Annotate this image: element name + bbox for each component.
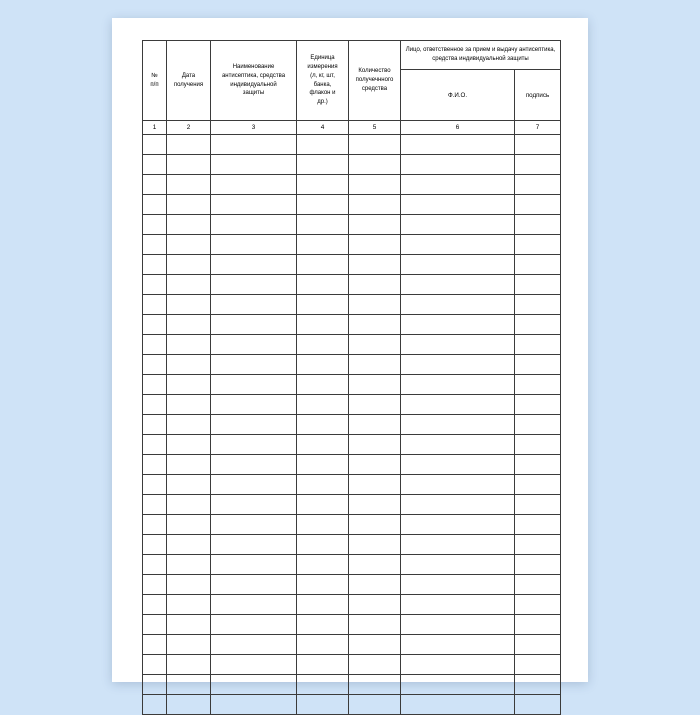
header-line: п/п	[150, 81, 159, 88]
table-cell-sign[interactable]	[515, 315, 561, 335]
table-row[interactable]	[143, 675, 561, 695]
table-cell-name[interactable]	[211, 215, 297, 235]
table-cell-fio[interactable]	[401, 155, 515, 175]
table-cell-date[interactable]	[167, 135, 211, 155]
table-cell-fio[interactable]	[401, 655, 515, 675]
table-cell-date[interactable]	[167, 615, 211, 635]
header-line: получечнного	[355, 77, 394, 84]
table-cell-date[interactable]	[167, 215, 211, 235]
table-cell-name[interactable]	[211, 295, 297, 315]
table-cell-num[interactable]	[143, 195, 167, 215]
table-cell-date[interactable]	[167, 275, 211, 295]
table-cell-qty[interactable]	[349, 355, 401, 375]
header-line: средства	[361, 85, 388, 92]
table-cell-qty[interactable]	[349, 455, 401, 475]
table-cell-unit[interactable]	[297, 335, 349, 355]
table-cell-qty[interactable]	[349, 415, 401, 435]
table-cell-sign[interactable]	[515, 475, 561, 495]
document-sheet	[142, 40, 560, 653]
table-cell-qty[interactable]	[349, 595, 401, 615]
table-cell-qty[interactable]	[349, 435, 401, 455]
table-row[interactable]	[143, 235, 561, 255]
table-cell-unit[interactable]	[297, 495, 349, 515]
table-cell-qty[interactable]	[349, 275, 401, 295]
column-number: 3	[211, 121, 297, 135]
header-line: №	[151, 72, 158, 79]
table-row[interactable]	[143, 175, 561, 195]
table-cell-unit[interactable]	[297, 195, 349, 215]
table-header-row	[143, 41, 561, 70]
table-cell-unit[interactable]	[297, 435, 349, 455]
table-row[interactable]	[143, 195, 561, 215]
column-number: 6	[401, 121, 515, 135]
table-cell-unit[interactable]	[297, 475, 349, 495]
table-cell-unit[interactable]	[297, 515, 349, 535]
table-cell-sign[interactable]	[515, 135, 561, 155]
header-line: (л, кг, шт,	[310, 72, 335, 79]
table-row[interactable]	[143, 315, 561, 335]
table-cell-name[interactable]	[211, 475, 297, 495]
table-cell-name[interactable]	[211, 595, 297, 615]
table-row[interactable]	[143, 615, 561, 635]
table-cell-fio[interactable]	[401, 295, 515, 315]
table-cell-num[interactable]	[143, 275, 167, 295]
table-row[interactable]	[143, 455, 561, 475]
table-cell-date[interactable]	[167, 455, 211, 475]
table-row[interactable]	[143, 155, 561, 175]
table-cell-unit[interactable]	[297, 455, 349, 475]
table-cell-num[interactable]	[143, 575, 167, 595]
table-row[interactable]	[143, 335, 561, 355]
table-cell-qty[interactable]	[349, 295, 401, 315]
table-cell-fio[interactable]	[401, 455, 515, 475]
table-cell-name[interactable]	[211, 355, 297, 375]
table-cell-fio[interactable]	[401, 235, 515, 255]
table-cell-sign[interactable]	[515, 295, 561, 315]
header-line: флакон и	[309, 90, 336, 97]
table-cell-sign[interactable]	[515, 695, 561, 715]
table-cell-num[interactable]	[143, 215, 167, 235]
table-cell-date[interactable]	[167, 695, 211, 715]
table-cell-name[interactable]	[211, 615, 297, 635]
table-cell-fio[interactable]	[401, 275, 515, 295]
table-cell-fio[interactable]	[401, 615, 515, 635]
table-cell-unit[interactable]	[297, 595, 349, 615]
table-cell-sign[interactable]	[515, 195, 561, 215]
table-row[interactable]	[143, 435, 561, 455]
table-cell-date[interactable]	[167, 195, 211, 215]
table-cell-name[interactable]	[211, 495, 297, 515]
table-cell-fio[interactable]	[401, 475, 515, 495]
table-cell-date[interactable]	[167, 335, 211, 355]
table-cell-sign[interactable]	[515, 155, 561, 175]
table-cell-sign[interactable]	[515, 555, 561, 575]
table-row[interactable]	[143, 135, 561, 155]
table-cell-name[interactable]	[211, 135, 297, 155]
table-cell-name[interactable]	[211, 375, 297, 395]
table-cell-num[interactable]	[143, 615, 167, 635]
table-cell-sign[interactable]	[515, 535, 561, 555]
table-cell-unit[interactable]	[297, 395, 349, 415]
table-cell-fio[interactable]	[401, 395, 515, 415]
table-cell-num[interactable]	[143, 495, 167, 515]
table-cell-fio[interactable]	[401, 335, 515, 355]
table-cell-date[interactable]	[167, 175, 211, 195]
table-cell-date[interactable]	[167, 375, 211, 395]
table-cell-qty[interactable]	[349, 555, 401, 575]
table-row[interactable]	[143, 475, 561, 495]
table-cell-sign[interactable]	[515, 275, 561, 295]
table-cell-sign[interactable]	[515, 235, 561, 255]
table-cell-name[interactable]	[211, 315, 297, 335]
table-cell-name[interactable]	[211, 695, 297, 715]
table-cell-num[interactable]	[143, 235, 167, 255]
table-cell-sign[interactable]	[515, 495, 561, 515]
table-cell-sign[interactable]	[515, 435, 561, 455]
column-header-signature: подпись	[515, 70, 561, 121]
table-cell-sign[interactable]	[515, 575, 561, 595]
table-cell-qty[interactable]	[349, 255, 401, 275]
header-line: др.)	[317, 98, 328, 105]
table-row[interactable]	[143, 415, 561, 435]
table-cell-date[interactable]	[167, 555, 211, 575]
table-cell-date[interactable]	[167, 255, 211, 275]
table-cell-qty[interactable]	[349, 235, 401, 255]
table-cell-unit[interactable]	[297, 655, 349, 675]
table-cell-qty[interactable]	[349, 335, 401, 355]
table-cell-num[interactable]	[143, 535, 167, 555]
table-cell-date[interactable]	[167, 475, 211, 495]
table-cell-unit[interactable]	[297, 315, 349, 335]
table-cell-unit[interactable]	[297, 615, 349, 635]
table-cell-date[interactable]	[167, 235, 211, 255]
table-row[interactable]	[143, 655, 561, 675]
table-row[interactable]	[143, 595, 561, 615]
table-cell-date[interactable]	[167, 495, 211, 515]
table-cell-sign[interactable]	[515, 375, 561, 395]
table-cell-sign[interactable]	[515, 515, 561, 535]
table-cell-name[interactable]	[211, 275, 297, 295]
table-cell-unit[interactable]	[297, 635, 349, 655]
table-cell-name[interactable]	[211, 575, 297, 595]
header-line: получения	[173, 81, 204, 88]
header-line: Дата	[181, 72, 196, 79]
table-row[interactable]	[143, 495, 561, 515]
table-row[interactable]	[143, 395, 561, 415]
column-number: 5	[349, 121, 401, 135]
table-cell-qty[interactable]	[349, 675, 401, 695]
table-cell-date[interactable]	[167, 355, 211, 375]
table-cell-fio[interactable]	[401, 215, 515, 235]
table-cell-fio[interactable]	[401, 575, 515, 595]
table-row[interactable]	[143, 255, 561, 275]
table-row[interactable]	[143, 355, 561, 375]
table-cell-num[interactable]	[143, 395, 167, 415]
table-row[interactable]	[143, 515, 561, 535]
table-cell-num[interactable]	[143, 695, 167, 715]
table-cell-date[interactable]	[167, 435, 211, 455]
table-row[interactable]	[143, 215, 561, 235]
table-cell-fio[interactable]	[401, 635, 515, 655]
table-cell-num[interactable]	[143, 155, 167, 175]
table-cell-unit[interactable]	[297, 575, 349, 595]
table-cell-qty[interactable]	[349, 495, 401, 515]
table-cell-unit[interactable]	[297, 155, 349, 175]
table-cell-unit[interactable]	[297, 555, 349, 575]
column-header-num	[143, 41, 167, 121]
table-row[interactable]	[143, 275, 561, 295]
table-cell-unit[interactable]	[297, 675, 349, 695]
table-cell-unit[interactable]	[297, 695, 349, 715]
table-row[interactable]	[143, 375, 561, 395]
table-cell-name[interactable]	[211, 455, 297, 475]
table-cell-date[interactable]	[167, 675, 211, 695]
table-cell-num[interactable]	[143, 295, 167, 315]
table-cell-sign[interactable]	[515, 615, 561, 635]
table-cell-num[interactable]	[143, 335, 167, 355]
table-cell-name[interactable]	[211, 515, 297, 535]
table-cell-fio[interactable]	[401, 435, 515, 455]
table-cell-unit[interactable]	[297, 135, 349, 155]
header-line: защиты	[242, 90, 265, 97]
table-cell-sign[interactable]	[515, 655, 561, 675]
table-cell-num[interactable]	[143, 135, 167, 155]
table-row[interactable]	[143, 575, 561, 595]
table-cell-unit[interactable]	[297, 255, 349, 275]
table-cell-qty[interactable]	[349, 615, 401, 635]
table-cell-date[interactable]	[167, 515, 211, 535]
column-header-unit	[297, 41, 349, 121]
header-line: Количество	[358, 68, 391, 75]
table-cell-num[interactable]	[143, 675, 167, 695]
table-cell-fio[interactable]	[401, 315, 515, 335]
table-cell-sign[interactable]	[515, 255, 561, 275]
table-cell-sign[interactable]	[515, 355, 561, 375]
table-cell-date[interactable]	[167, 415, 211, 435]
table-cell-fio[interactable]	[401, 355, 515, 375]
table-cell-qty[interactable]	[349, 575, 401, 595]
table-cell-fio[interactable]	[401, 375, 515, 395]
table-cell-unit[interactable]	[297, 175, 349, 195]
table-cell-unit[interactable]	[297, 275, 349, 295]
header-line: Наименование	[232, 64, 275, 71]
table-cell-date[interactable]	[167, 595, 211, 615]
table-cell-qty[interactable]	[349, 395, 401, 415]
table-cell-fio[interactable]	[401, 195, 515, 215]
table-cell-sign[interactable]	[515, 635, 561, 655]
header-line: измерения	[307, 64, 338, 71]
column-header-date	[167, 41, 211, 121]
table-cell-num[interactable]	[143, 375, 167, 395]
header-line: индивидуальной	[230, 81, 277, 88]
table-cell-name[interactable]	[211, 635, 297, 655]
column-header-name	[211, 41, 297, 121]
table-cell-fio[interactable]	[401, 255, 515, 275]
table-cell-num[interactable]	[143, 455, 167, 475]
table-cell-fio[interactable]	[401, 135, 515, 155]
header-line: Единица	[310, 55, 335, 62]
column-number: 4	[297, 121, 349, 135]
table-cell-num[interactable]	[143, 415, 167, 435]
table-cell-sign[interactable]	[515, 415, 561, 435]
journal-body	[143, 135, 561, 715]
table-cell-qty[interactable]	[349, 515, 401, 535]
table-cell-date[interactable]	[167, 395, 211, 415]
column-number-row	[143, 121, 561, 135]
table-cell-fio[interactable]	[401, 495, 515, 515]
column-header-responsible-person: Лицо, ответственное за прием и выдачу антисептика, средства индивидуальной защиты	[401, 41, 561, 70]
table-cell-unit[interactable]	[297, 375, 349, 395]
table-cell-fio[interactable]	[401, 675, 515, 695]
table-cell-sign[interactable]	[515, 395, 561, 415]
table-cell-unit[interactable]	[297, 535, 349, 555]
table-cell-name[interactable]	[211, 175, 297, 195]
column-number: 2	[167, 121, 211, 135]
journal-table	[142, 40, 561, 715]
table-cell-qty[interactable]	[349, 475, 401, 495]
table-cell-fio[interactable]	[401, 415, 515, 435]
table-cell-qty[interactable]	[349, 635, 401, 655]
table-cell-num[interactable]	[143, 315, 167, 335]
table-cell-date[interactable]	[167, 575, 211, 595]
table-cell-fio[interactable]	[401, 175, 515, 195]
table-cell-unit[interactable]	[297, 295, 349, 315]
table-cell-num[interactable]	[143, 515, 167, 535]
table-cell-num[interactable]	[143, 435, 167, 455]
table-cell-name[interactable]	[211, 435, 297, 455]
table-cell-name[interactable]	[211, 195, 297, 215]
table-cell-name[interactable]	[211, 335, 297, 355]
table-cell-fio[interactable]	[401, 515, 515, 535]
header-line: антисептика, средства	[221, 72, 286, 79]
table-cell-num[interactable]	[143, 355, 167, 375]
column-header-fio: Ф.И.О.	[401, 70, 515, 121]
table-row[interactable]	[143, 695, 561, 715]
table-cell-qty[interactable]	[349, 195, 401, 215]
table-cell-name[interactable]	[211, 395, 297, 415]
table-cell-qty[interactable]	[349, 375, 401, 395]
table-row[interactable]	[143, 555, 561, 575]
table-cell-num[interactable]	[143, 175, 167, 195]
table-cell-qty[interactable]	[349, 175, 401, 195]
table-cell-num[interactable]	[143, 555, 167, 575]
table-cell-qty[interactable]	[349, 215, 401, 235]
table-cell-fio[interactable]	[401, 535, 515, 555]
table-cell-qty[interactable]	[349, 535, 401, 555]
table-cell-qty[interactable]	[349, 315, 401, 335]
table-row[interactable]	[143, 535, 561, 555]
table-row[interactable]	[143, 295, 561, 315]
table-cell-name[interactable]	[211, 155, 297, 175]
table-cell-fio[interactable]	[401, 595, 515, 615]
table-cell-name[interactable]	[211, 555, 297, 575]
table-cell-date[interactable]	[167, 315, 211, 335]
table-cell-num[interactable]	[143, 475, 167, 495]
table-cell-sign[interactable]	[515, 675, 561, 695]
header-line: банка,	[313, 81, 332, 88]
table-cell-unit[interactable]	[297, 415, 349, 435]
table-cell-num[interactable]	[143, 595, 167, 615]
table-cell-date[interactable]	[167, 635, 211, 655]
table-cell-num[interactable]	[143, 635, 167, 655]
table-cell-name[interactable]	[211, 235, 297, 255]
table-cell-unit[interactable]	[297, 235, 349, 255]
table-cell-name[interactable]	[211, 655, 297, 675]
table-cell-name[interactable]	[211, 535, 297, 555]
table-cell-qty[interactable]	[349, 695, 401, 715]
table-cell-unit[interactable]	[297, 355, 349, 375]
table-cell-fio[interactable]	[401, 695, 515, 715]
table-cell-date[interactable]	[167, 155, 211, 175]
table-cell-name[interactable]	[211, 415, 297, 435]
table-cell-date[interactable]	[167, 295, 211, 315]
table-cell-name[interactable]	[211, 255, 297, 275]
table-cell-name[interactable]	[211, 675, 297, 695]
table-cell-unit[interactable]	[297, 215, 349, 235]
table-cell-sign[interactable]	[515, 455, 561, 475]
table-cell-qty[interactable]	[349, 155, 401, 175]
table-cell-date[interactable]	[167, 655, 211, 675]
table-cell-qty[interactable]	[349, 135, 401, 155]
column-header-quantity	[349, 41, 401, 121]
table-cell-date[interactable]	[167, 535, 211, 555]
table-cell-sign[interactable]	[515, 595, 561, 615]
column-number: 7	[515, 121, 561, 135]
table-cell-sign[interactable]	[515, 175, 561, 195]
table-cell-sign[interactable]	[515, 215, 561, 235]
table-row[interactable]	[143, 635, 561, 655]
table-cell-qty[interactable]	[349, 655, 401, 675]
table-cell-num[interactable]	[143, 255, 167, 275]
column-number: 1	[143, 121, 167, 135]
table-cell-sign[interactable]	[515, 335, 561, 355]
table-cell-num[interactable]	[143, 655, 167, 675]
table-cell-fio[interactable]	[401, 555, 515, 575]
